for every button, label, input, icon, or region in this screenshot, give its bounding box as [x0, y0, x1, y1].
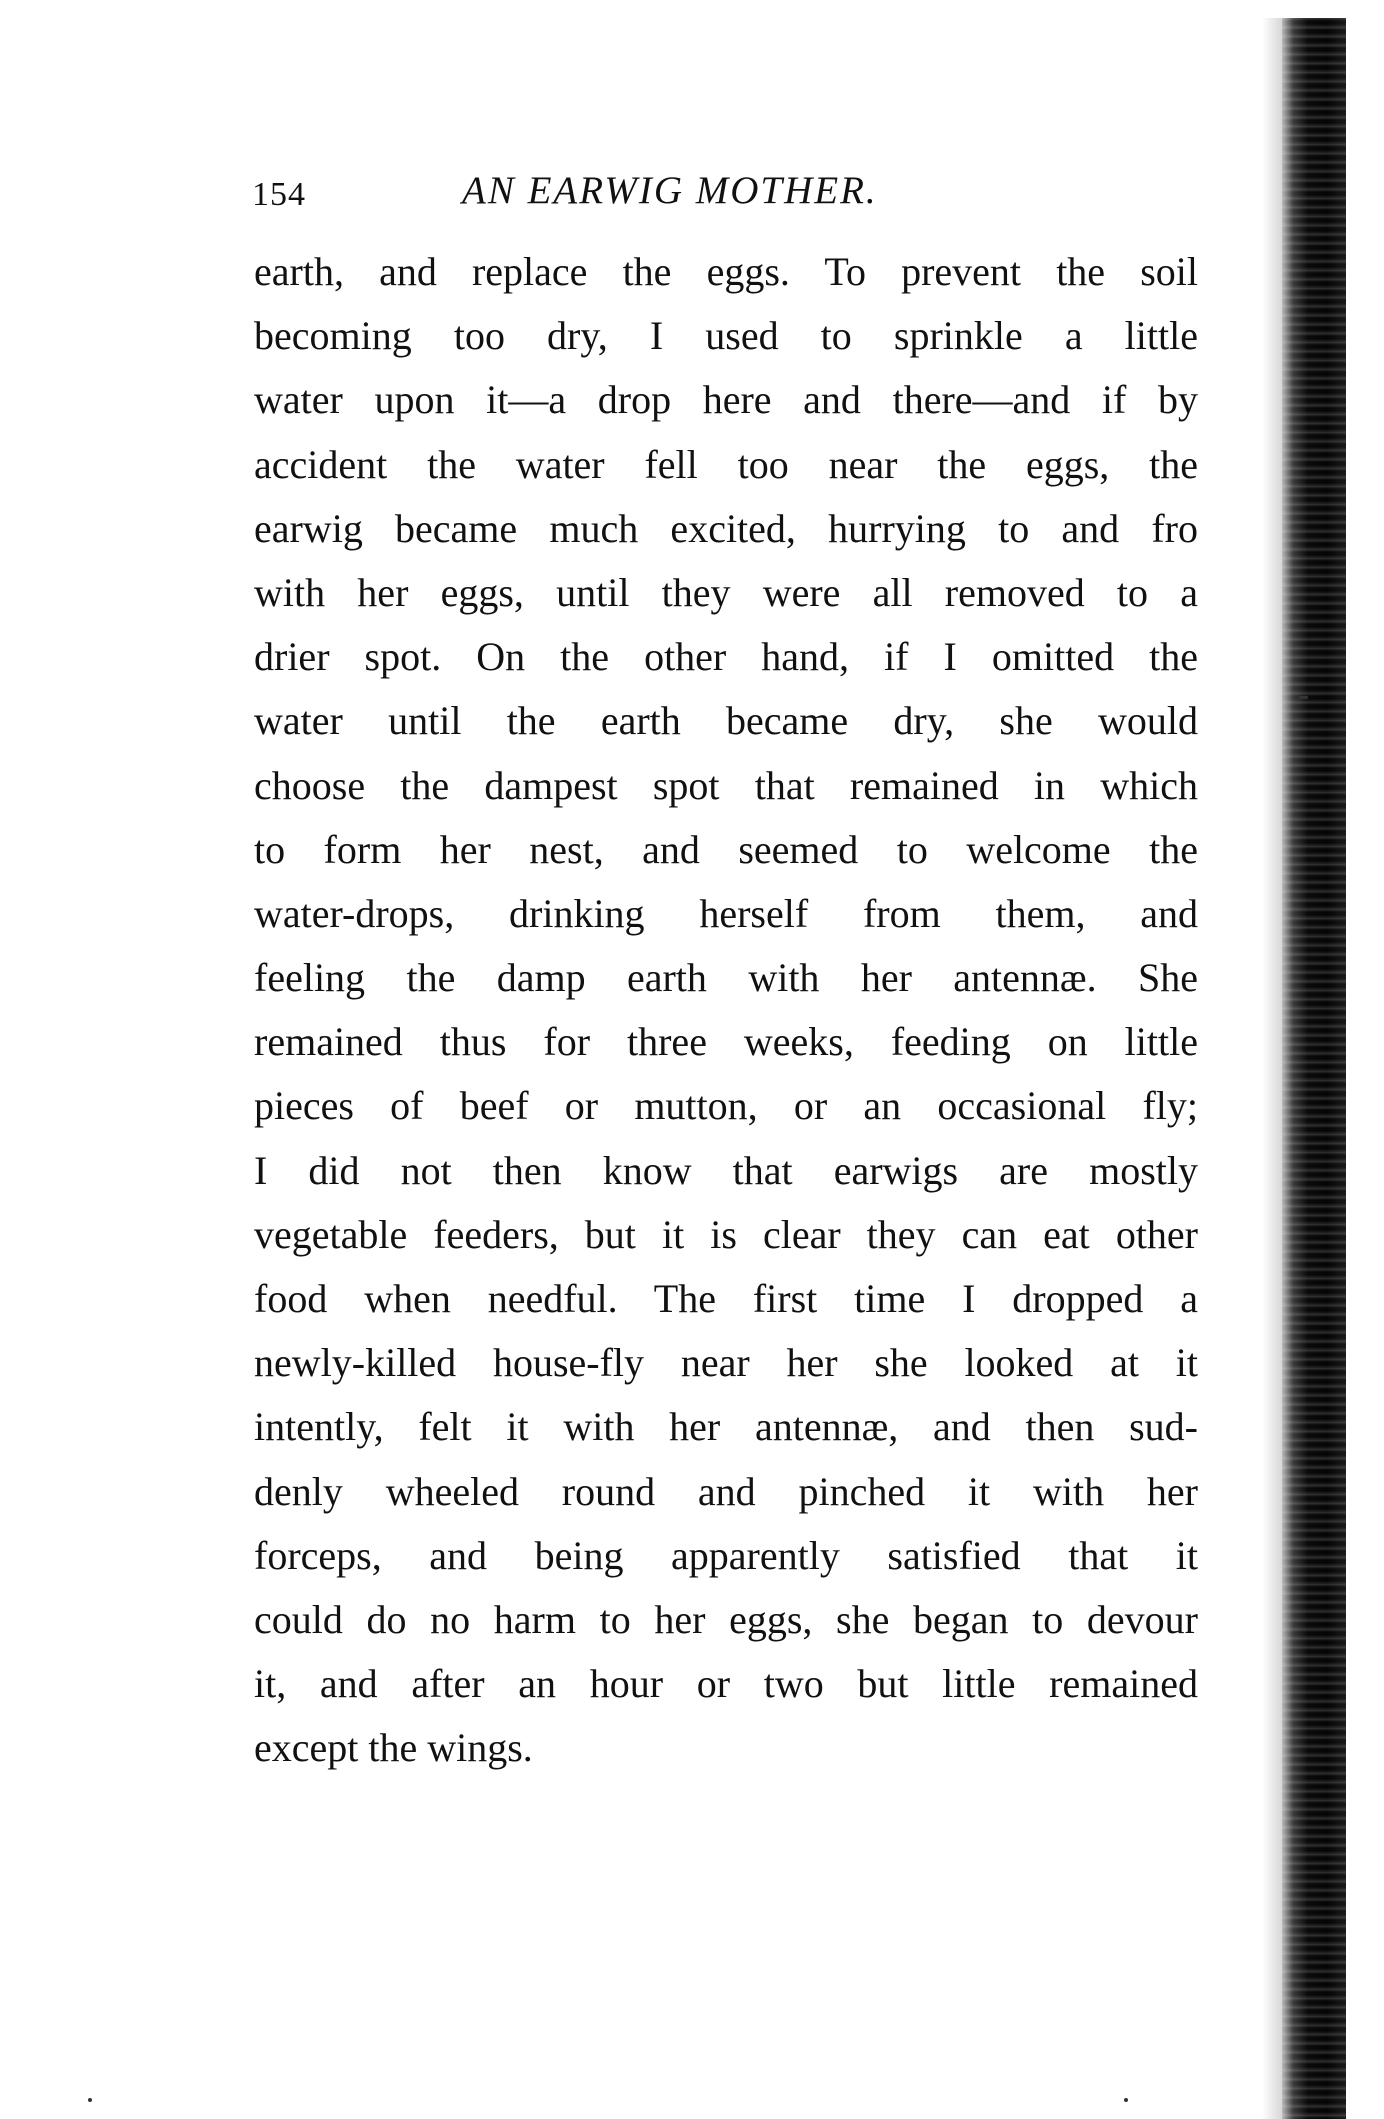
text-line: it, and after an hour or two but little remained — [254, 1661, 1198, 1707]
text-line: accident the water fell too near the eggs, the — [254, 441, 1198, 487]
text-line: pieces of beef or mutton, or an occasional fly; — [254, 1083, 1198, 1129]
binding-shadow — [1282, 18, 1346, 2119]
text-line: choose the dampest spot that remained in which — [254, 762, 1198, 808]
text-line: forceps, and being apparently satisfied that it — [254, 1532, 1198, 1578]
text-line: food when needful. The first time I dropped a — [254, 1276, 1198, 1321]
text-line: denly wheeled round and pinched it with her — [254, 1468, 1198, 1514]
text-line: feeling the damp earth with her antennæ. She — [254, 955, 1198, 1001]
dust-speck — [1298, 696, 1308, 699]
dust-speck — [88, 2098, 92, 2102]
text-line: water until the earth became dry, she would — [254, 698, 1198, 744]
text-line: earth, and replace the eggs. To prevent the soil — [254, 249, 1198, 294]
text-line: vegetable feeders, but it is clear they can eat other — [254, 1211, 1198, 1257]
text-line: I did not then know that earwigs are mostly — [254, 1147, 1198, 1193]
text-line: drier spot. On the other hand, if I omitted the — [254, 634, 1198, 680]
dust-speck — [1124, 2098, 1128, 2102]
text-line: water upon it—a drop here and there—and if by — [254, 377, 1198, 423]
text-line: with her eggs, until they were all removed to a — [254, 569, 1198, 615]
text-line: could do no harm to her eggs, she began to devour — [254, 1596, 1198, 1642]
text-line: earwig became much excited, hurrying to and fro — [254, 505, 1198, 551]
body-text — [254, 240, 1198, 1781]
text-line: newly-killed house-fly near her she looked at it — [254, 1340, 1198, 1386]
page-header — [252, 168, 1202, 218]
text-line: except the wings. — [254, 1725, 533, 1771]
text-line: to form her nest, and seemed to welcome the — [254, 826, 1198, 872]
text-line: remained thus for three weeks, feeding on little — [254, 1019, 1198, 1065]
text-line: becoming too dry, I used to sprinkle a little — [254, 313, 1198, 359]
text-line: intently, felt it with her antennæ, and then sud- — [254, 1404, 1198, 1450]
running-title: AN EARWIG MOTHER. — [462, 169, 878, 212]
page-number: 154 — [252, 176, 306, 213]
text-line: water-drops, drinking herself from them, and — [254, 890, 1198, 936]
